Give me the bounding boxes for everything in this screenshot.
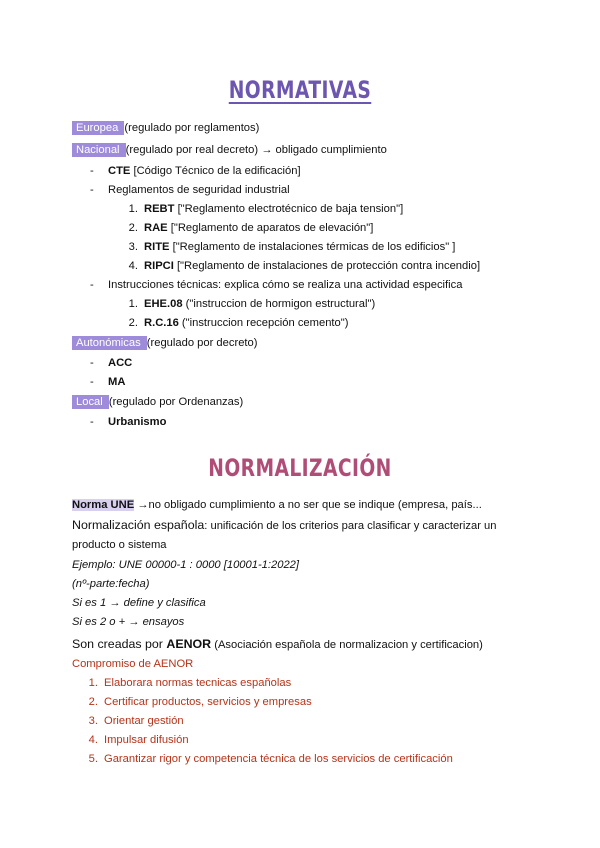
- europea-line: [72, 121, 259, 135]
- si-2-line: Si es 2 o + → ensayos: [72, 616, 185, 628]
- bullet-dash: -: [90, 279, 94, 291]
- list-item: [82, 733, 189, 747]
- ma-item: MA: [108, 376, 126, 388]
- list-desc: ("instruccion recepción cemento"): [178, 317, 349, 329]
- bullet-dash: -: [90, 184, 94, 196]
- normalizacion-espanola-label: Normalización española: [72, 518, 205, 532]
- aenor-desc: (Asociación española de normalizacion y certificacion): [211, 639, 483, 651]
- autonomicas-desc: (regulado por decreto): [146, 337, 258, 349]
- norma-une-line: [72, 498, 482, 512]
- compromiso-title: Compromiso de AENOR: [72, 658, 194, 670]
- list-code: R.C.16: [144, 317, 179, 329]
- normativas-title: NORMATIVAS: [228, 76, 372, 104]
- list-desc: ["Reglamento de aparatos de elevación"]: [167, 222, 374, 234]
- list-text: Orientar gestión: [104, 715, 184, 727]
- formato-line: (nº-parte:fecha): [72, 578, 150, 590]
- aenor-pre: Son creadas por: [72, 637, 167, 651]
- list-code: REBT: [144, 203, 175, 215]
- list-item: [82, 752, 453, 766]
- bullet-dash: -: [90, 416, 94, 428]
- list-number: 4.: [88, 734, 98, 746]
- reglamentos-label: Reglamentos de seguridad industrial: [108, 184, 290, 196]
- norma-une-desc: →no obligado cumplimiento a no ser que se indique (empresa, país...: [134, 499, 482, 511]
- instrucciones-label: Instrucciones técnicas: explica cómo se realiza una actividad especifica: [108, 279, 463, 291]
- ejemplo-line: Ejemplo: UNE 00000-1 : 0000 [10001-1:2022]: [72, 559, 300, 571]
- cte-desc: [Código Técnico de la edificación]: [130, 165, 301, 177]
- cte-code: CTE: [108, 165, 131, 177]
- bullet-dash: -: [90, 165, 94, 177]
- local-highlight: Local: [72, 395, 109, 409]
- list-number: 3.: [88, 715, 98, 727]
- list-number: 2.: [128, 222, 138, 234]
- list-item: [122, 221, 373, 235]
- list-text: Certificar productos, servicios y empresas: [104, 696, 312, 708]
- list-number: 1.: [88, 677, 98, 689]
- nacional-line: [72, 143, 387, 157]
- list-number: 5.: [88, 753, 98, 765]
- list-desc: ("instruccion de hormigon estructural"): [182, 298, 376, 310]
- list-item: [122, 202, 403, 216]
- autonomicas-highlight: Autonómicas: [72, 336, 147, 350]
- list-item: [122, 316, 348, 330]
- normalizacion-title: NORMALIZACIÓN: [208, 454, 392, 482]
- europea-highlight: Europea: [72, 121, 124, 135]
- autonomicas-line: [72, 336, 257, 350]
- list-item: [82, 714, 184, 728]
- normalizacion-espanola-desc: : unificación de los criterios para clasificar y caracterizar un: [204, 520, 497, 532]
- aenor-line: [72, 637, 483, 652]
- nacional-desc: (regulado por real decreto) → obligado cumplimiento: [125, 144, 387, 156]
- europea-desc: (regulado por reglamentos): [124, 122, 260, 134]
- bullet-dash: -: [90, 357, 94, 369]
- list-item: [122, 240, 455, 254]
- local-line: [72, 395, 243, 409]
- urbanismo-item: Urbanismo: [108, 416, 167, 428]
- list-desc: ["Reglamento electrotécnico de baja tension"]: [174, 203, 404, 215]
- list-desc: ["Reglamento de instalaciones de protección contra incendio]: [173, 260, 481, 272]
- nacional-highlight: Nacional: [72, 143, 126, 157]
- list-number: 2.: [88, 696, 98, 708]
- list-number: 4.: [128, 260, 138, 272]
- list-item: [122, 259, 480, 273]
- normalizacion-espanola-line: [72, 518, 497, 533]
- list-code: RAE: [144, 222, 168, 234]
- list-number: 3.: [128, 241, 138, 253]
- list-text: Garantizar rigor y competencia técnica de los servicios de certificación: [104, 753, 453, 765]
- list-code: RITE: [144, 241, 170, 253]
- list-code: RIPCI: [144, 260, 174, 272]
- normalizacion-espanola-cont: producto o sistema: [72, 539, 167, 551]
- list-text: Impulsar difusión: [104, 734, 189, 746]
- norma-une-highlight: Norma UNE: [72, 499, 135, 511]
- list-code: EHE.08: [144, 298, 183, 310]
- local-desc: (regulado por Ordenanzas): [108, 396, 244, 408]
- list-item: [82, 676, 291, 690]
- acc-item: ACC: [108, 357, 133, 369]
- si-1-line: Si es 1 → define y clasifica: [72, 597, 206, 609]
- list-item: [82, 695, 312, 709]
- list-number: 1.: [128, 203, 138, 215]
- aenor-code: AENOR: [166, 637, 212, 651]
- list-number: 2.: [128, 317, 138, 329]
- list-number: 1.: [128, 298, 138, 310]
- list-text: Elaborara normas tecnicas españolas: [104, 677, 292, 689]
- list-item: [122, 297, 375, 311]
- bullet-dash: -: [90, 376, 94, 388]
- list-desc: ["Reglamento de instalaciones térmicas de los edificios" ]: [169, 241, 456, 253]
- cte-line: [108, 164, 301, 178]
